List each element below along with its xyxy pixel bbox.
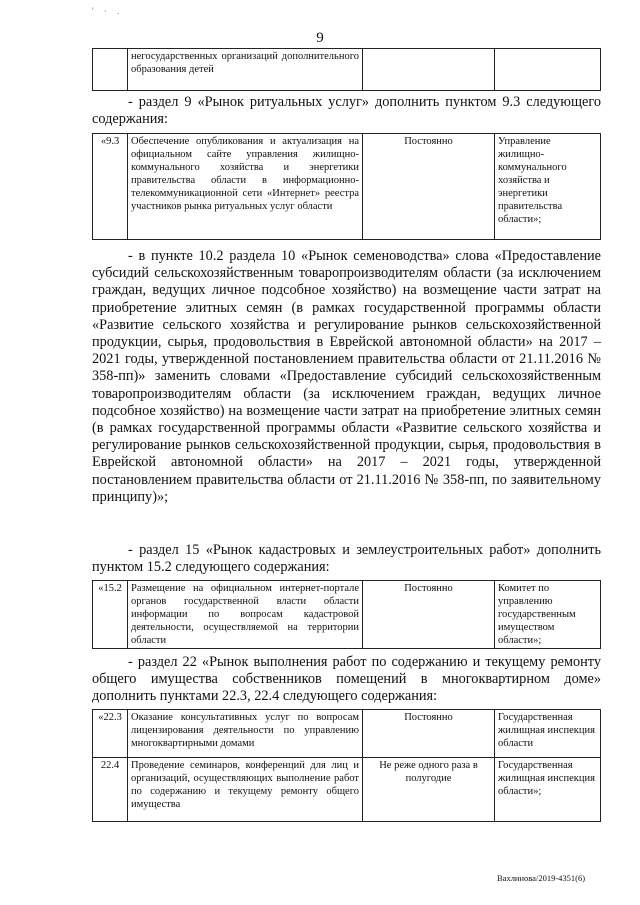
- table-section-9: [92, 133, 601, 240]
- document-code: Вахлинова/2019-4351(6): [497, 873, 586, 883]
- row-number: 22.4: [93, 758, 128, 822]
- table-section-22: [92, 709, 601, 822]
- row-term: Постоянно: [363, 134, 495, 240]
- paragraph-section-9: - раздел 9 «Рынок ритуальных услуг» дополнить пунктом 9.3 следующего содержания:: [92, 94, 601, 128]
- page-number: 9: [316, 30, 324, 46]
- row-measure: негосударственных организаций дополнительного образования детей: [128, 49, 363, 91]
- row-term: [363, 49, 495, 91]
- row-term: Не реже одного раза в полугодие: [363, 758, 495, 822]
- row-number: [93, 49, 128, 91]
- row-measure: Размещение на официальном интернет-портале органов государственной власти области информации по вопросам кадастровой деятельности, осуществляемой на территории области: [128, 581, 363, 649]
- row-measure: Обеспечение опубликования и актуализация на официальном сайте управления жилищно-коммунального хозяйства и энергетики правительства области в информационно-телекоммуникационной сети «Интернет» реестра участников рынка ритуальных услуг области: [128, 134, 363, 240]
- row-responsible: [495, 49, 601, 91]
- paragraph-section-22: - раздел 22 «Рынок выполнения работ по содержанию и текущему ремонту общего имущества собственников помещений в многоквартирном доме» дополнить пунктами 22.3, 22.4 следующего содержания:: [92, 654, 601, 705]
- table-row: [93, 758, 601, 822]
- table-row: [93, 710, 601, 758]
- row-number: «22.3: [93, 710, 128, 758]
- table-section-15: [92, 580, 601, 649]
- row-number: «15.2: [93, 581, 128, 649]
- corner-mark: ' · .: [92, 6, 124, 16]
- measures-table-continued: [92, 48, 601, 91]
- row-responsible: Управление жилищно-коммунального хозяйства и энергетики правительства области»;: [495, 134, 601, 240]
- row-number: «9.3: [93, 134, 128, 240]
- paragraph-section-10: - в пункте 10.2 раздела 10 «Рынок семеноводства» слова «Предоставление субсидий сельскохозяйственным товаропроизводителям области (за исключением граждан, ведущих личное подсобное хозяйство) на возмещение части затрат на приобретение элитных семян (в рамках государственной программы области «Развитие сельского хозяйства и регулирование рынков сельскохозяйственной продукции, сырья, продовольствия в Еврейской автономной области» на 2017 – 2021 годы, утвержденной постановлением правительства области от 21.11.2016 № 358-пп)» заменить словами «Предоставление субсидий сельскохозяйственным товаропроизводителям области (за исключением граждан, ведущих личное подсобное хозяйство) на возмещение части затрат на приобретение элитных семян (в рамках государственной программы области «Развитие сельского хозяйства и регулирование рынков сельскохозяйственной продукции, сырья, продовольствия в Еврейской автономной области» на 2017 – 2021 годы, утвержденной постановлением правительства области от 21.11.2016 № 358-пп, по заявительному принципу)»;: [92, 248, 601, 505]
- row-responsible: Государственная жилищная инспекция области: [495, 710, 601, 758]
- row-measure: Оказание консультативных услуг по вопросам лицензирования деятельности по управлению многоквартирными домами: [128, 710, 363, 758]
- row-term: Постоянно: [363, 581, 495, 649]
- table-row: [93, 134, 601, 240]
- row-responsible: Комитет по управлению государственным имуществом области»;: [495, 581, 601, 649]
- row-term: Постоянно: [363, 710, 495, 758]
- row-measure: Проведение семинаров, конференций для лиц и организаций, осуществляющих выполнение работ по содержанию и текущему ремонту общего имущества: [128, 758, 363, 822]
- row-responsible: Государственная жилищная инспекция области»;: [495, 758, 601, 822]
- table-row: [93, 49, 601, 91]
- paragraph-section-15: - раздел 15 «Рынок кадастровых и землеустроительных работ» дополнить пунктом 15.2 следующего содержания:: [92, 542, 601, 576]
- table-row: [93, 581, 601, 649]
